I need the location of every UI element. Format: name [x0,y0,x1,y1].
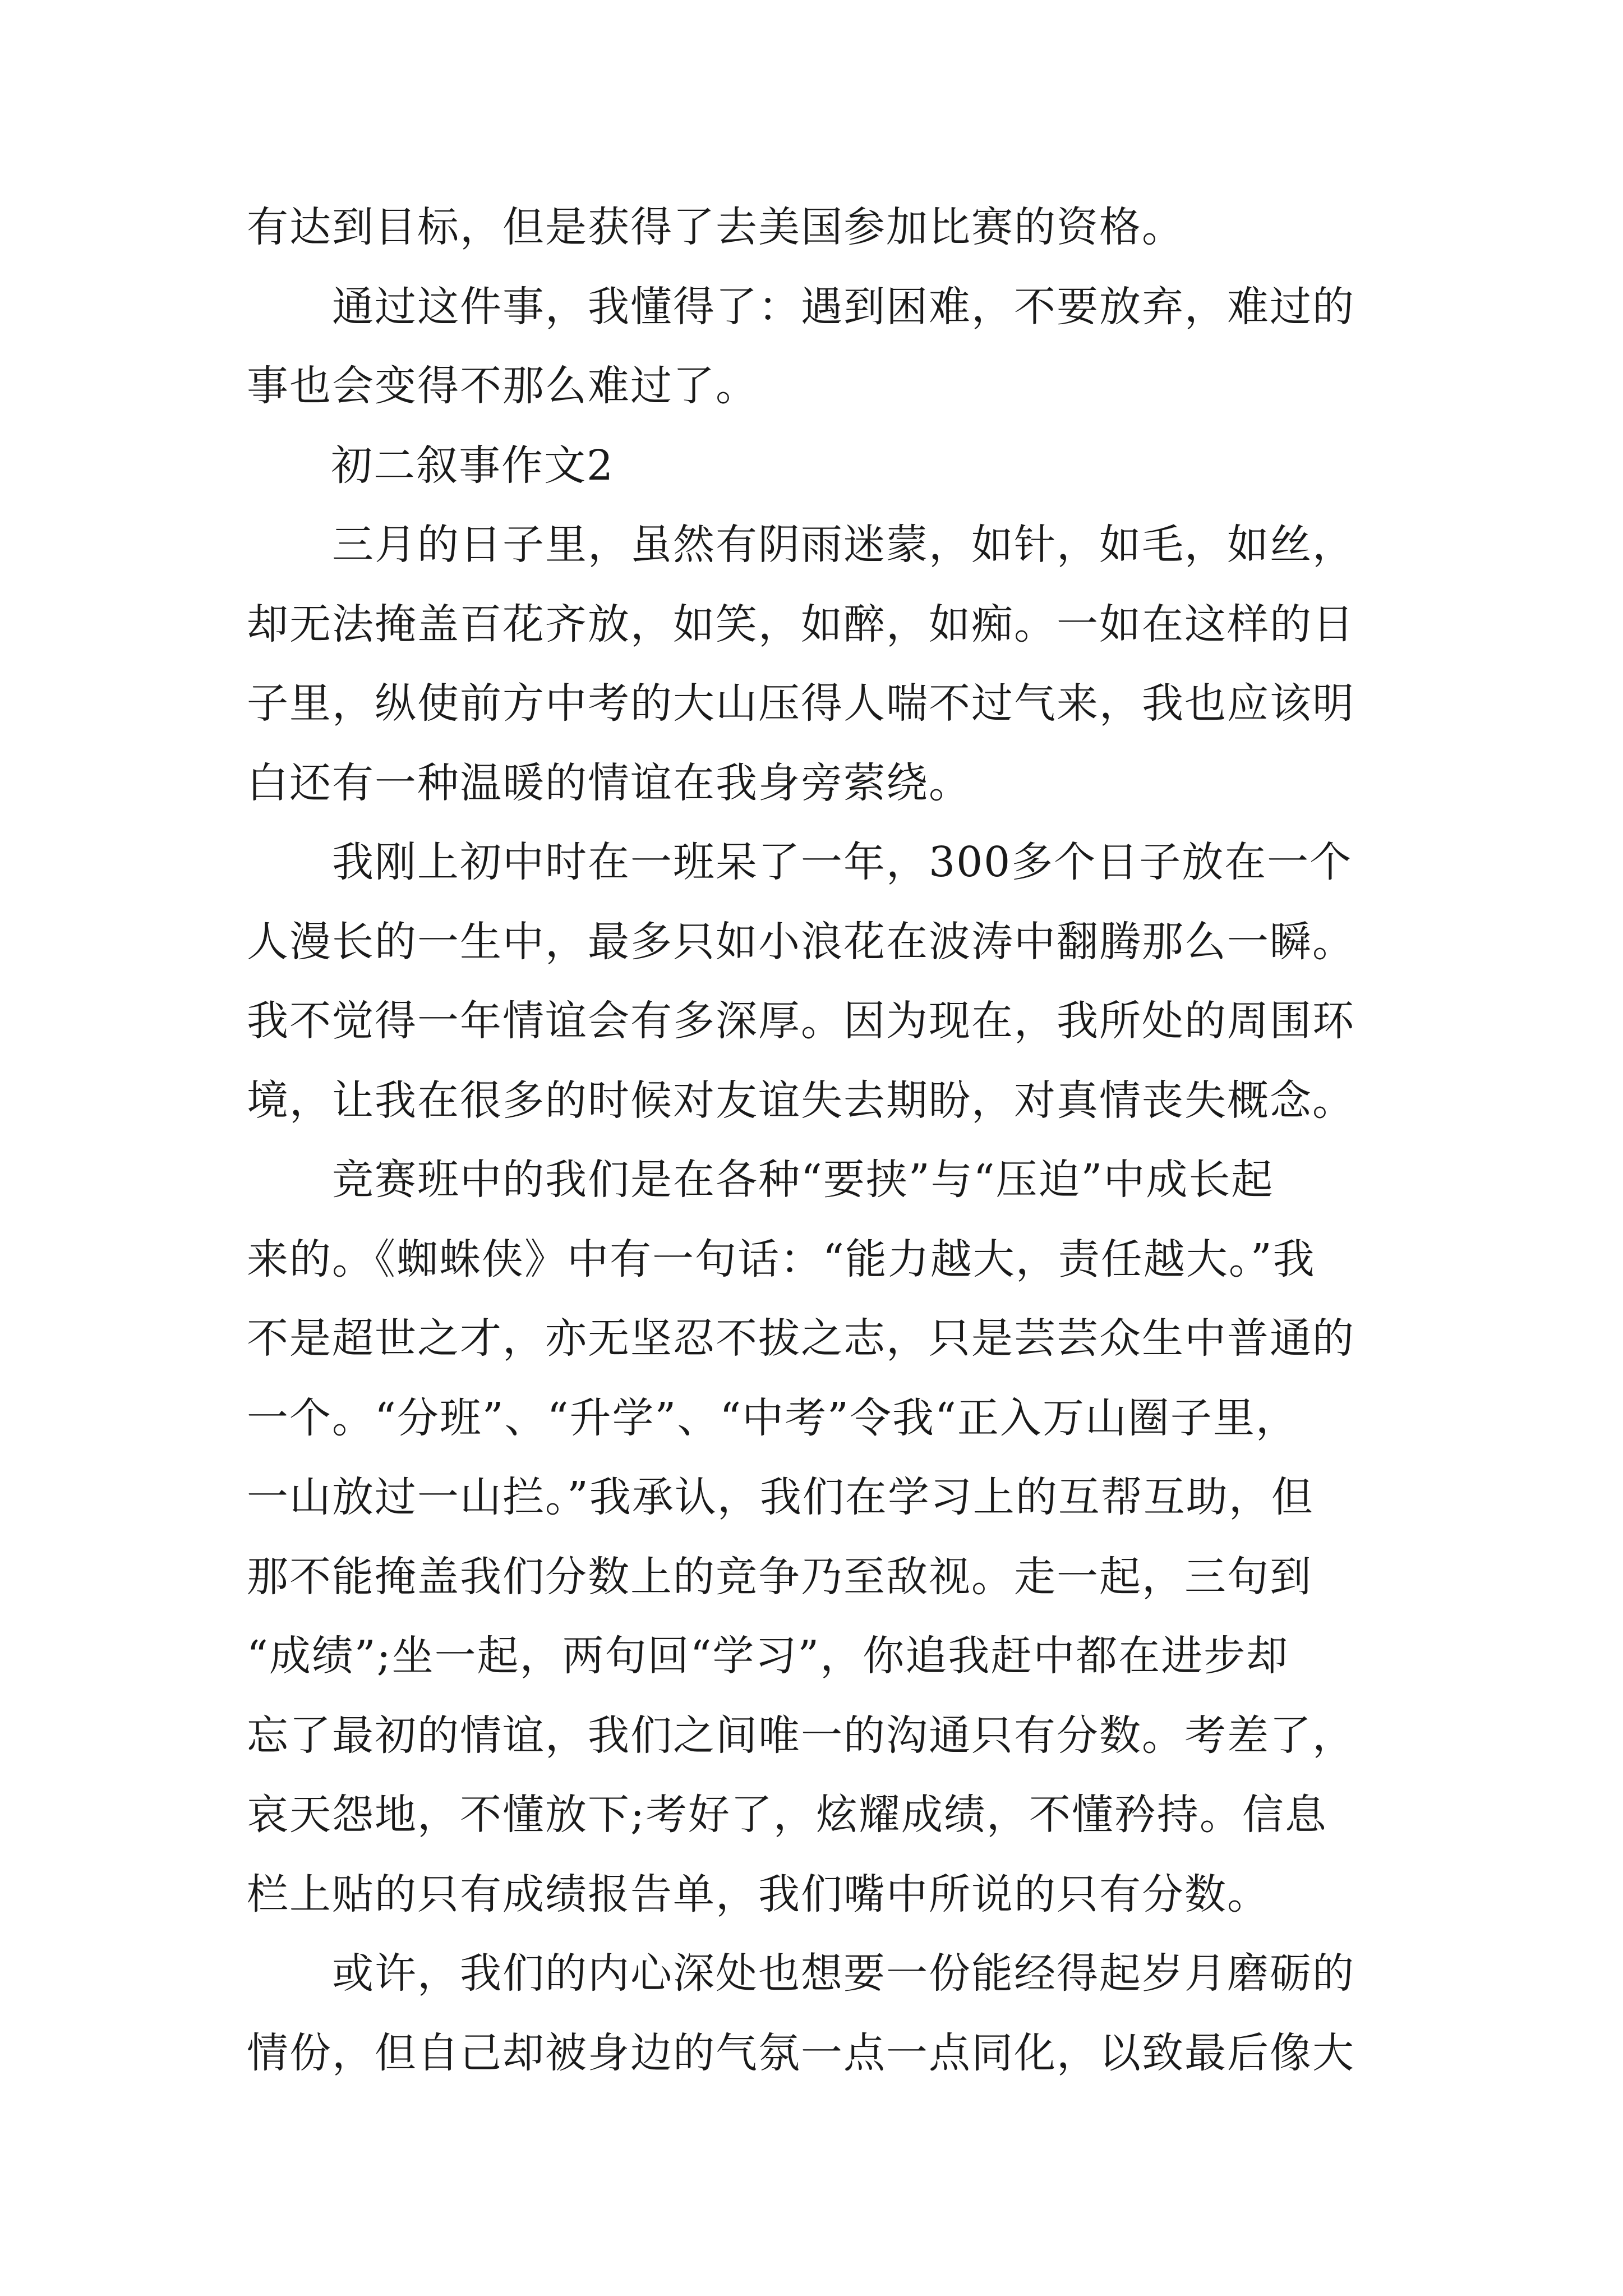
text-line: 忘了最初的情谊，我们之间唯一的沟通只有分数。考差了， [247,1711,1355,1760]
text-line: 哀天怨地，不懂放下;考好了，炫耀成绩，不懂矜持。信息 [247,1791,1327,1839]
text-line: 或许，我们的内心深处也想要一份能经得起岁月磨砺的 [247,1949,1355,1998]
text-line: 那不能掩盖我们分数上的竞争乃至敌视。走一起，三句到 [247,1552,1312,1601]
text-line: 我刚上初中时在一班呆了一年，300多个日子放在一个 [247,838,1353,886]
text-line: 我不觉得一年情谊会有多深厚。因为现在，我所处的周围环 [247,997,1355,1045]
text-line: 人漫长的一生中，最多只如小浪花在波涛中翻腾那么一瞬。 [247,917,1355,966]
text-line: 不是超世之才，亦无坚忍不拔之志，只是芸芸众生中普通的 [247,1314,1355,1363]
text-line: 一山放过一山拦。”我承认，我们在学习上的互帮互助，但 [247,1473,1314,1521]
text-line: 通过这件事，我懂得了：遇到困难，不要放弃，难过的 [247,282,1355,331]
text-line: 情份，但自己却被身边的气氛一点一点同化，以致最后像大 [247,2028,1355,2077]
text-line: 一个。“分班”、“升学”、“中考”令我“正入万山圈子里， [247,1393,1298,1442]
text-line: 栏上贴的只有成绩报告单，我们嘴中所说的只有分数。 [247,1870,1270,1918]
text-line: 来的。《蜘蛛侠》中有一句话：“能力越大，责任越大。”我 [247,1235,1316,1283]
section-title: 初二叙事作文2 [331,441,615,490]
document-body [247,188,1385,2093]
text-line: 白还有一种温暖的情谊在我身旁萦绕。 [247,758,971,807]
text-line: 境，让我在很多的时候对友谊失去期盼，对真情丧失概念。 [247,1076,1355,1125]
text-line: 竞赛班中的我们是在各种“要挟”与“压迫”中成长起 [247,1156,1274,1204]
text-line: 却无法掩盖百花齐放，如笑，如醉，如痴。一如在这样的日 [247,600,1355,648]
text-line: “成绩”;坐一起，两句回“学习”，你追我赶中都在进步却 [247,1632,1289,1680]
text-line: 有达到目标，但是获得了去美国参加比赛的资格。 [247,203,1184,251]
text-line: 三月的日子里，虽然有阴雨迷蒙，如针，如毛，如丝， [247,521,1355,569]
text-line: 事也会变得不那么难过了。 [247,362,758,410]
text-line: 子里，纵使前方中考的大山压得人喘不过气来，我也应该明 [247,679,1355,728]
